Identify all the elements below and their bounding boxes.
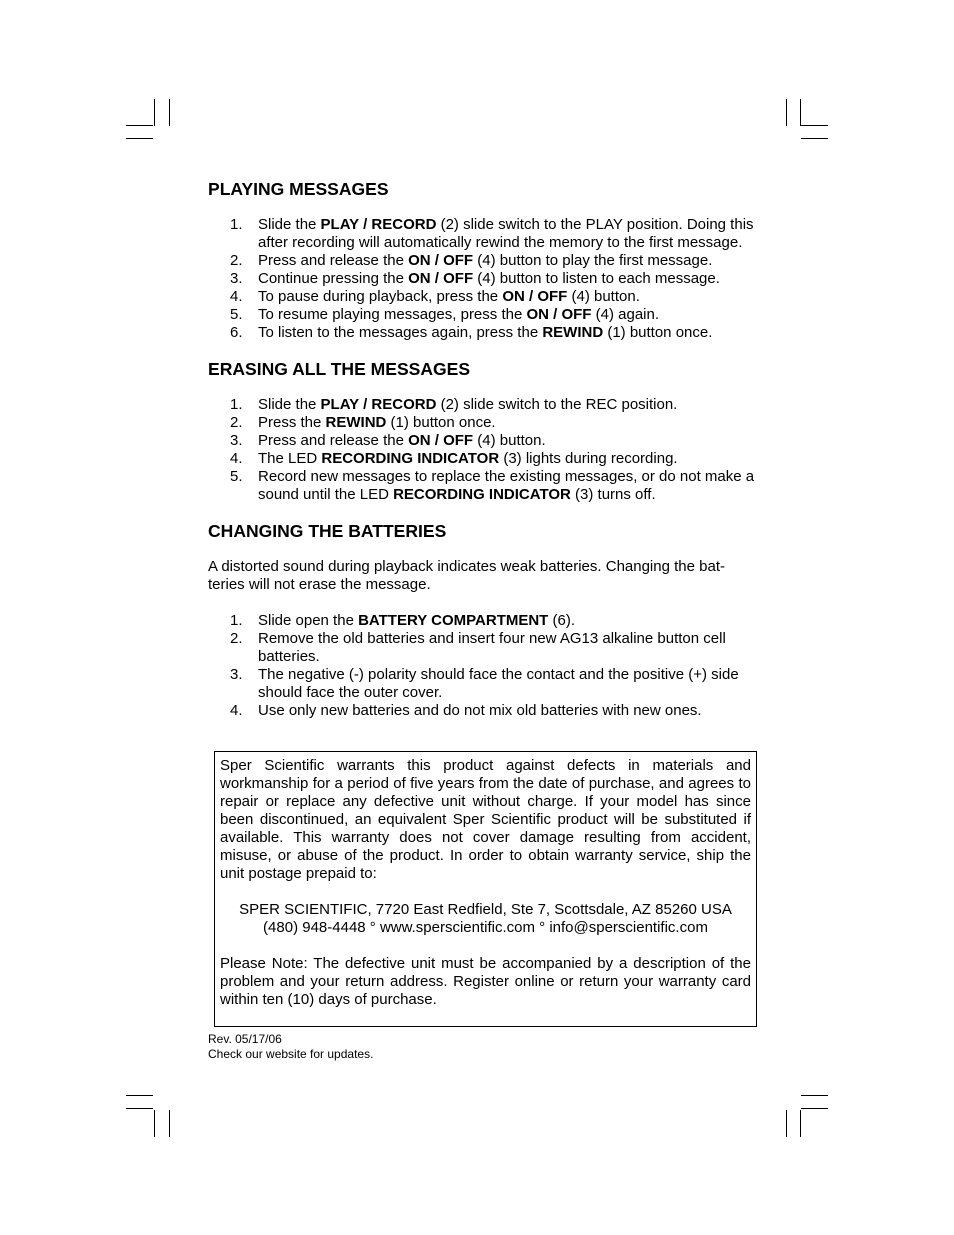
- steps-list: [208, 216, 756, 342]
- step-item: 6. To listen to the messages again, press the REWIND (1) button once.: [230, 324, 713, 341]
- step-number: 3.: [230, 666, 243, 683]
- step-number: 6.: [230, 324, 243, 341]
- step-number: 2.: [230, 414, 243, 431]
- step-number: 4.: [230, 288, 243, 305]
- crop-mark: [801, 138, 828, 139]
- step-item: 2. Remove the old batteries and insert four new AG13 alkaline button cell batteries.: [230, 630, 726, 665]
- section-heading: CHANGING THE BATTERIES: [208, 521, 447, 541]
- crop-mark: [786, 1110, 787, 1137]
- step-item: 1. Slide open the BATTERY COMPARTMENT (6).: [230, 612, 576, 629]
- step-number: 3.: [230, 270, 243, 287]
- control-name: REWIND: [542, 324, 604, 341]
- crop-mark: [801, 1095, 828, 1096]
- step-number: 1.: [230, 612, 243, 629]
- step-item: 3. Press and release the ON / OFF (4) button.: [230, 432, 546, 449]
- step-number: 2.: [230, 630, 243, 647]
- section-heading: ERASING ALL THE MESSAGES: [208, 359, 471, 379]
- instructions: [208, 180, 756, 720]
- warranty-note: Please Note: The defective unit must be accompanied by a description of the problem and your return address. Register online or return your warranty card within ten (10) days of purchase.: [220, 955, 751, 1008]
- step-item: 4. Use only new batteries and do not mix old batteries with new ones.: [230, 702, 702, 719]
- step-item: 1. Slide the PLAY / RECORD (2) slide switch to the PLAY position. Doing this after recording will automatically rewind the memory to the first message.: [230, 216, 754, 251]
- warranty-box: [214, 751, 757, 1027]
- step-number: 2.: [230, 252, 243, 269]
- crop-mark: [154, 1110, 155, 1137]
- step-number: 5.: [230, 468, 243, 485]
- step-item: 5. To resume playing messages, press the ON / OFF (4) again.: [230, 306, 660, 323]
- control-name: ON / OFF: [526, 306, 592, 323]
- footer: [208, 1032, 373, 1062]
- control-name: ON / OFF: [408, 270, 474, 287]
- warranty-text: Sper Scientific warrants this product against defects in materials and workmanship for a period of five years from the date of purchase, and agrees to repair or replace any defective unit without charge. If your model has since been discontinued, an equivalent Sper Scientific product will be substituted if available. This warranty does not cover damage resulting from accident, misuse, or abuse of the product. In order to obtain warranty service, ship the unit postage prepaid to:: [220, 757, 751, 882]
- section-heading: PLAYING MESSAGES: [208, 179, 389, 199]
- control-name: PLAY / RECORD: [320, 396, 437, 413]
- step-item: 3. Continue pressing the ON / OFF (4) button to listen to each message.: [230, 270, 720, 287]
- control-name: PLAY / RECORD: [320, 216, 437, 233]
- warranty-address: SPER SCIENTIFIC, 7720 East Redfield, Ste 7, Scottsdale, AZ 85260 USA: [239, 901, 732, 918]
- step-item: 2. Press the REWIND (1) button once.: [230, 414, 496, 431]
- step-item: 2. Press and release the ON / OFF (4) button to play the first message.: [230, 252, 713, 269]
- step-number: 4.: [230, 450, 243, 467]
- step-item: 4. The LED RECORDING INDICATOR (3) lights during recording.: [230, 450, 678, 467]
- section-intro: A distorted sound during playback indicates weak batteries. Changing the bat-teries will not erase the message.: [208, 558, 725, 593]
- control-name: REWIND: [325, 414, 387, 431]
- crop-mark: [126, 138, 153, 139]
- step-number: 4.: [230, 702, 243, 719]
- crop-mark: [800, 1110, 801, 1137]
- crop-mark: [126, 125, 153, 126]
- crop-mark: [801, 125, 828, 126]
- steps-list: [208, 396, 756, 504]
- warranty-contact: (480) 948-4448 ° www.sperscientific.com ° info@sperscientific.com: [263, 919, 708, 936]
- step-item: 4. To pause during playback, press the ON / OFF (4) button.: [230, 288, 640, 305]
- steps-list: [208, 612, 756, 720]
- control-name: RECORDING INDICATOR: [321, 450, 500, 467]
- step-item: 3. The negative (-) polarity should face the contact and the positive (+) side should face the outer cover.: [230, 666, 739, 701]
- step-item: 1. Slide the PLAY / RECORD (2) slide switch to the REC position.: [230, 396, 678, 413]
- crop-mark: [786, 99, 787, 126]
- revision-date: Rev. 05/17/06: [208, 1032, 282, 1046]
- control-name: RECORDING INDICATOR: [393, 486, 571, 503]
- crop-mark: [800, 99, 801, 126]
- crop-mark: [154, 99, 155, 126]
- update-note: Check our website for updates.: [208, 1047, 374, 1061]
- control-name: ON / OFF: [502, 288, 568, 305]
- control-name: ON / OFF: [408, 252, 474, 269]
- step-number: 1.: [230, 216, 243, 233]
- crop-mark: [801, 1108, 828, 1109]
- crop-mark: [169, 1110, 170, 1137]
- crop-mark: [126, 1095, 153, 1096]
- control-name: ON / OFF: [408, 432, 474, 449]
- crop-mark: [126, 1108, 153, 1109]
- step-item: 5. Record new messages to replace the existing messages, or do not make a sound until the LED RECORDING INDICATOR (3) turns off.: [230, 468, 755, 503]
- step-number: 1.: [230, 396, 243, 413]
- crop-mark: [169, 99, 170, 126]
- control-name: BATTERY COMPARTMENT: [358, 612, 549, 629]
- step-number: 3.: [230, 432, 243, 449]
- step-number: 5.: [230, 306, 243, 323]
